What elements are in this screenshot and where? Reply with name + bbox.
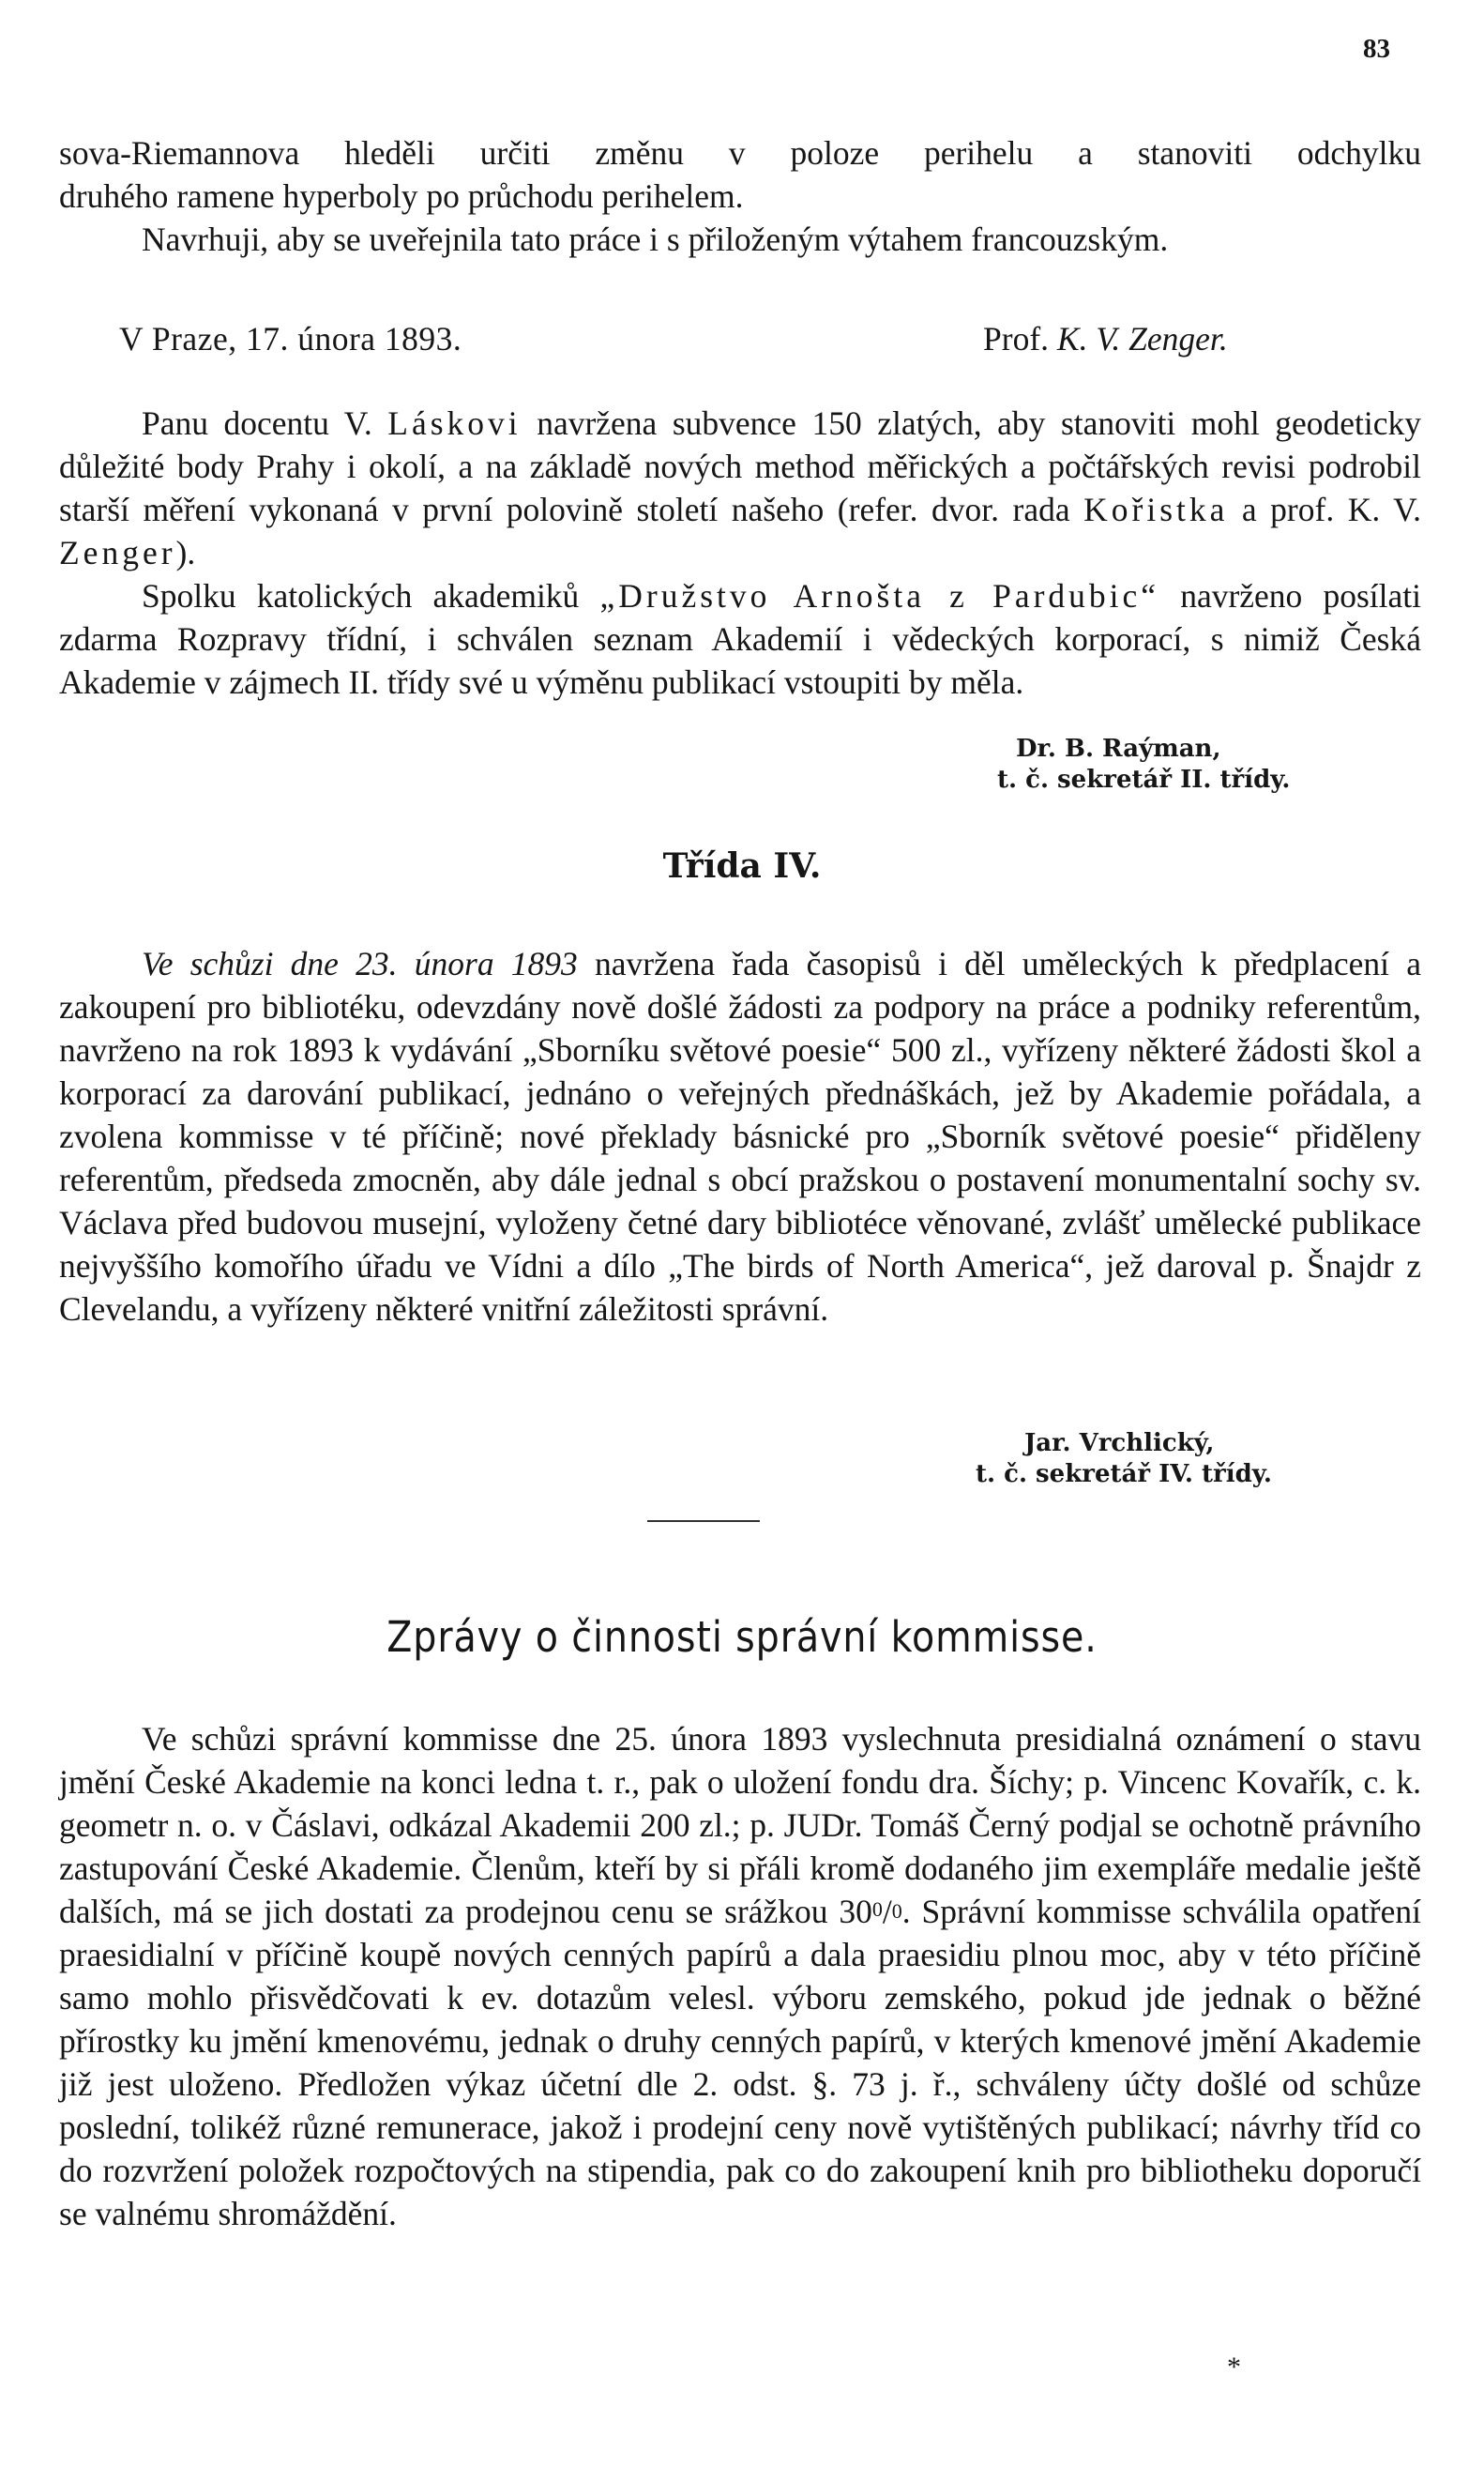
place-date: V Praze, 17. února 1893.: [119, 320, 462, 358]
signature-name: Dr. B. Raýman,: [1016, 735, 1221, 763]
referee-name: Kořistka: [1083, 491, 1229, 528]
signature-role: t. č. sekretář IV. třídy.: [976, 1460, 1272, 1488]
commission-report: [59, 1717, 1421, 2235]
meeting-date: Ve schůzi dne 23. února 1893: [142, 945, 578, 982]
text-span: Ve schůzi správní kommisse dne 25. února 1893 vyslechnuta presidialná oznámení o stavu jmění České Akademie na konci ledna t. r., pak o uložení fondu dra. Šíchy; p. Vincenc Kovařík, c. k. geometr n. o. v Čáslavi, odkázal Akademii 200 zl.; p. JUDr. Tomáš Černý podjal se ochotně právního zastupování České Akademie. Členům, kteří by si přáli kromě dodaného jim exempláře medalie ještě dalších, má se jich dostati za prodejnou cenu se srážkou 30: [59, 1720, 1421, 1930]
signature-name: K. V. Zenger.: [1056, 320, 1228, 358]
percent-sign-part: 0: [891, 1899, 902, 1923]
subsidy-paragraph: [59, 402, 1421, 574]
continuation-text: [59, 131, 1421, 261]
footer-mark: *: [1227, 2352, 1241, 2382]
signature-role: t. č. sekretář II. třídy.: [997, 766, 1291, 794]
text-span: . Správní kommisse schválila opatření praesidialní v příčině koupě nových cenných papírů a dala praesidiu plnou moc, aby v této příčině samo mohlo přisvědčovati k ev. dotazům velesl. výboru zemského, pokud jde jednak o běžné přírostky ku jmění kmenovému, jednak o druhy cenných papírů, v kterých kmenové jmění Akademie již jest uloženo. Předložen výkaz účetní dle 2. odst. §. 73 j. ř., schváleny účty došlé od schůze poslední, tolikéž různé remunerace, jakož i prodejní ceny nově vytištěných publikací; návrhy tříd co do rozvržení položek rozpočtových na stipendia, pak co do zakoupení knih pro bibliotheku doporučí se valnému shromáždění.: [59, 1893, 1421, 2232]
place-date-line: [59, 317, 1421, 360]
text-span: navržena řada časopisů i děl uměleckých k předplacení a zakoupení pro bibliotéku, odevzdány nově došlé žádosti za podpory na práce a podniky referentům, navrženo na rok 1893 k vydávání „Sborníku světové poesie“ 500 zl., vyřízeny některé žádosti škol a korporací za darování publikací, jednáno o veřejných přednáškách, jež by Akademie pořádala, a zvolena kommisse v té příčině; nové překlady básnické pro „Sborník světové poesie“ přiděleny referentům, předseda zmocněn, aby dále jednal s obcí pražskou o postavení monumentalní sochy sv. Václava před budovou musejní, vyloženy četné dary bibliotéce věnované, zvlášť umělecké publikace nejvyššího komořího úřadu ve Vídni a dílo „The birds of North America“, jež daroval p. Šnajdr z Clevelandu, a vyřízeny některé vnitřní záležitosti správní.: [59, 945, 1421, 1328]
class-four-minutes: [59, 942, 1421, 1331]
class-four-paragraph: [59, 942, 1421, 1331]
class-two-minutes: [59, 402, 1421, 704]
commission-paragraph: [59, 1717, 1421, 2235]
text-span: navržena subvence 150 zlatých, aby stanoviti mohl geodeticky důležité body Prahy i okolí, a na základě nových method měřických a počtářských revisi podrobil starší měření vykonaná v první polovině století našeho (refer. dvor. rada: [59, 404, 1422, 528]
percent-sign-part: /: [882, 1893, 892, 1930]
text-span: ).: [175, 534, 196, 571]
text-span: navrženo posílati zdarma Rozpravy třídní, i schválen seznam Akademií i vědeckých korporací, s nimiž Česká Akademie v zájmech II. třídy své u výměnu publikací vstoupiti by měla.: [59, 577, 1422, 701]
section-divider: [647, 1520, 760, 1522]
text-span: Panu docentu V.: [142, 404, 372, 442]
organization-name: „Družstvo Arnošta z Pardubic“: [599, 577, 1160, 615]
text-line: sova-Riemannova hleděli určiti změnu v poloze perihelu a stanoviti odchylku: [59, 134, 1421, 172]
section-heading: Třída IV.: [662, 846, 822, 886]
section-heading: Zprávy o činnosti správní kommisse.: [386, 1612, 1098, 1662]
text-span: Spolku katolických akademiků: [142, 577, 580, 615]
signature-prefix: Prof.: [983, 320, 1050, 358]
page-number: 83: [1363, 34, 1390, 64]
referee-name: Zenger: [59, 534, 176, 571]
text-span: a prof. K. V.: [1241, 491, 1422, 528]
text-line: druhého ramene hyperboly po průchodu perihelem.: [59, 177, 744, 215]
person-name: Láskovi: [387, 404, 522, 442]
signature-vrchlicky: [976, 1428, 1272, 1490]
society-paragraph: [59, 574, 1421, 704]
percent-sign-part: 0: [871, 1897, 883, 1921]
signature-rayman: [997, 734, 1290, 796]
signature-zenger: [983, 317, 1228, 360]
proposal-paragraph: Navrhuji, aby se uveřejnila tato práce i s přiloženým výtahem francouzským.: [142, 221, 1169, 258]
signature-name: Jar. Vrchlický,: [1024, 1429, 1215, 1457]
